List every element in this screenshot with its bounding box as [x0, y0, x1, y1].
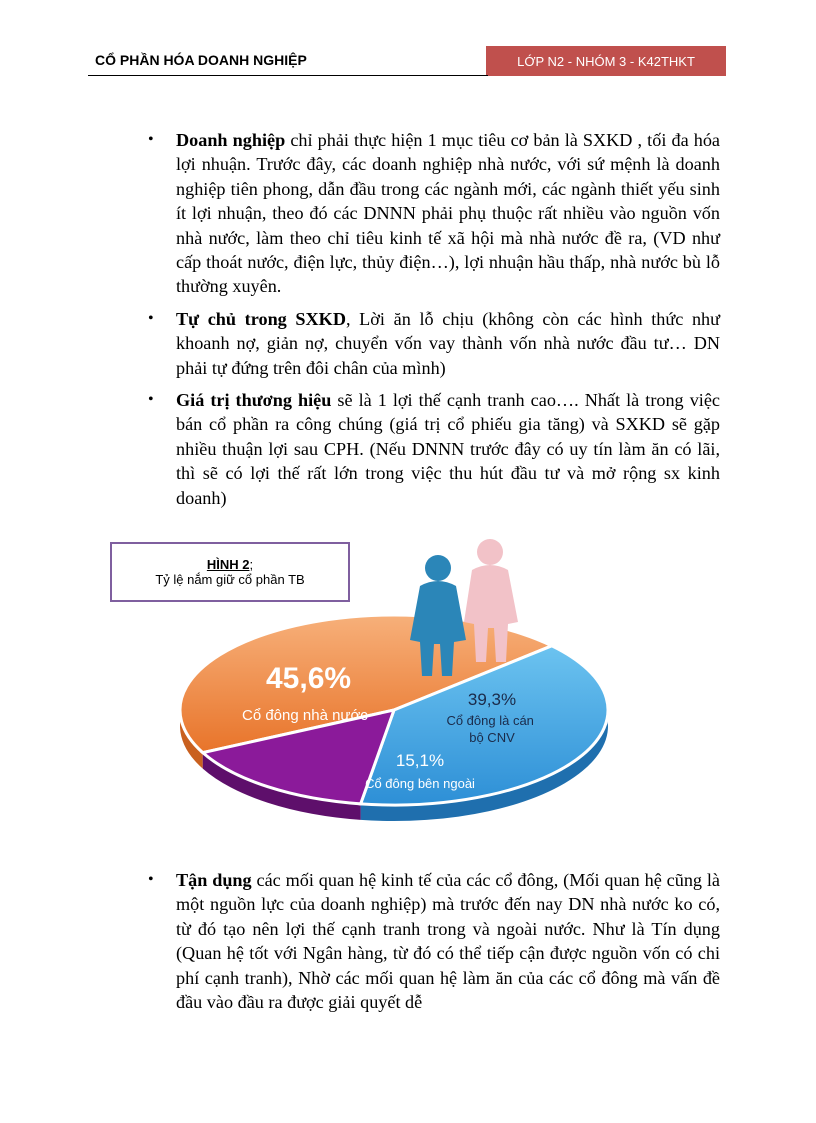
bullet-icon: • — [148, 131, 154, 148]
bullet-bold: Tận dụng — [176, 870, 252, 890]
figure-label: HÌNH 2 — [206, 557, 250, 572]
bullet-icon: • — [148, 309, 154, 327]
bullet-bold: Tự chủ trong SXKD — [176, 308, 346, 329]
slice-label-line2: bộ CNV — [469, 730, 515, 745]
bullet-item — [148, 388, 720, 510]
bullet-icon: • — [148, 871, 154, 888]
bullet-list-bottom — [148, 868, 720, 1022]
bullet-text: sẽ là 1 lợi thế cạnh tranh cao…. Nhất là trong việc bán cổ phần ra công chúng (giá trị cổ phiếu gia tăng) và SXKD sẽ gặp nhiều thuận lợi sau CPH. (Nếu DNNN trước đây có uy tín làm ăn có lãi, thì sẽ có lợi thế rất lớn trong việc thu hút đầu tư và mở rộng sx kinh doanh) — [176, 390, 720, 508]
bullet-bold: Doanh nghiệp — [176, 130, 286, 150]
bullet-text: , Lời ăn lỗ chịu (không còn các hình thức như khoanh nợ, giản nợ, chuyển vốn vay thành vốn nhà nước đầu tư… DN phải tự đứng trên đôi chân của mình) — [176, 308, 720, 378]
figure-label-suffix: ; — [249, 557, 254, 572]
slice-value: 15,1% — [395, 751, 445, 770]
figure-caption-box — [110, 542, 350, 602]
bullet-item — [148, 128, 720, 299]
figure-caption: Tỷ lệ nắm giữ cổ phần TB — [155, 572, 305, 587]
bullet-text: chỉ phải thực hiện 1 mục tiêu cơ bản là SXKD , tối đa hóa lợi nhuận. Trước đây, các doanh nghiệp nhà nước, với sứ mệnh là doanh nghiệp tiên phong, dẫn đầu trong các ngành mới, các ngành thiết yếu sinh ít lợi nhuận, theo đó các DNNN phải phụ thuộc rất nhiều vào nguồn vốn nhà nước, làm theo chỉ tiêu kinh tế xã hội mà nhà nước đề ra, (VD như cấp thoát nước, điện lực, thủy điện…), lợi nhuận hầu thấp, nhà nước bù lỗ thường xuyên. — [176, 130, 720, 297]
bullet-bold: Giá trị thương hiệu — [176, 390, 332, 411]
header-title: CỔ PHẦN HÓA DOANH NGHIỆP — [95, 52, 307, 68]
slice-label-line1: Cổ đông là cán — [446, 713, 534, 728]
slice-value: 45,6% — [266, 662, 352, 695]
header-rule — [88, 75, 488, 76]
bullet-icon: • — [148, 391, 154, 409]
slice-label: Cổ đông bên ngoài — [365, 776, 475, 791]
slice-value: 39,3% — [467, 690, 517, 709]
bullet-text: các mối quan hệ kinh tế của các cổ đông, (Mối quan hệ cũng là một nguồn lực của doanh nghiệp) mà trước đến nay DN nhà nước ko có, từ đó tạo nên lợi thế cạnh tranh trong và ngoài nước. Như là Tín dụng (Quan hệ tốt với Ngân hàng, từ đó có thể tiếp cận được nguồn vốn có chi phí cạnh tranh), Nhờ các mối quan hệ làm ăn của các cổ đông mà vấn đề đầu vào đầu ra được giải quyết dễ — [176, 870, 721, 1013]
slice-label: Cổ đông nhà nước — [242, 707, 368, 724]
bullet-list-top — [148, 128, 720, 518]
bullet-item — [148, 868, 720, 1014]
header-badge: LỚP N2 - NHÓM 3 - K42THKT — [486, 46, 726, 76]
bullet-item — [148, 307, 720, 380]
